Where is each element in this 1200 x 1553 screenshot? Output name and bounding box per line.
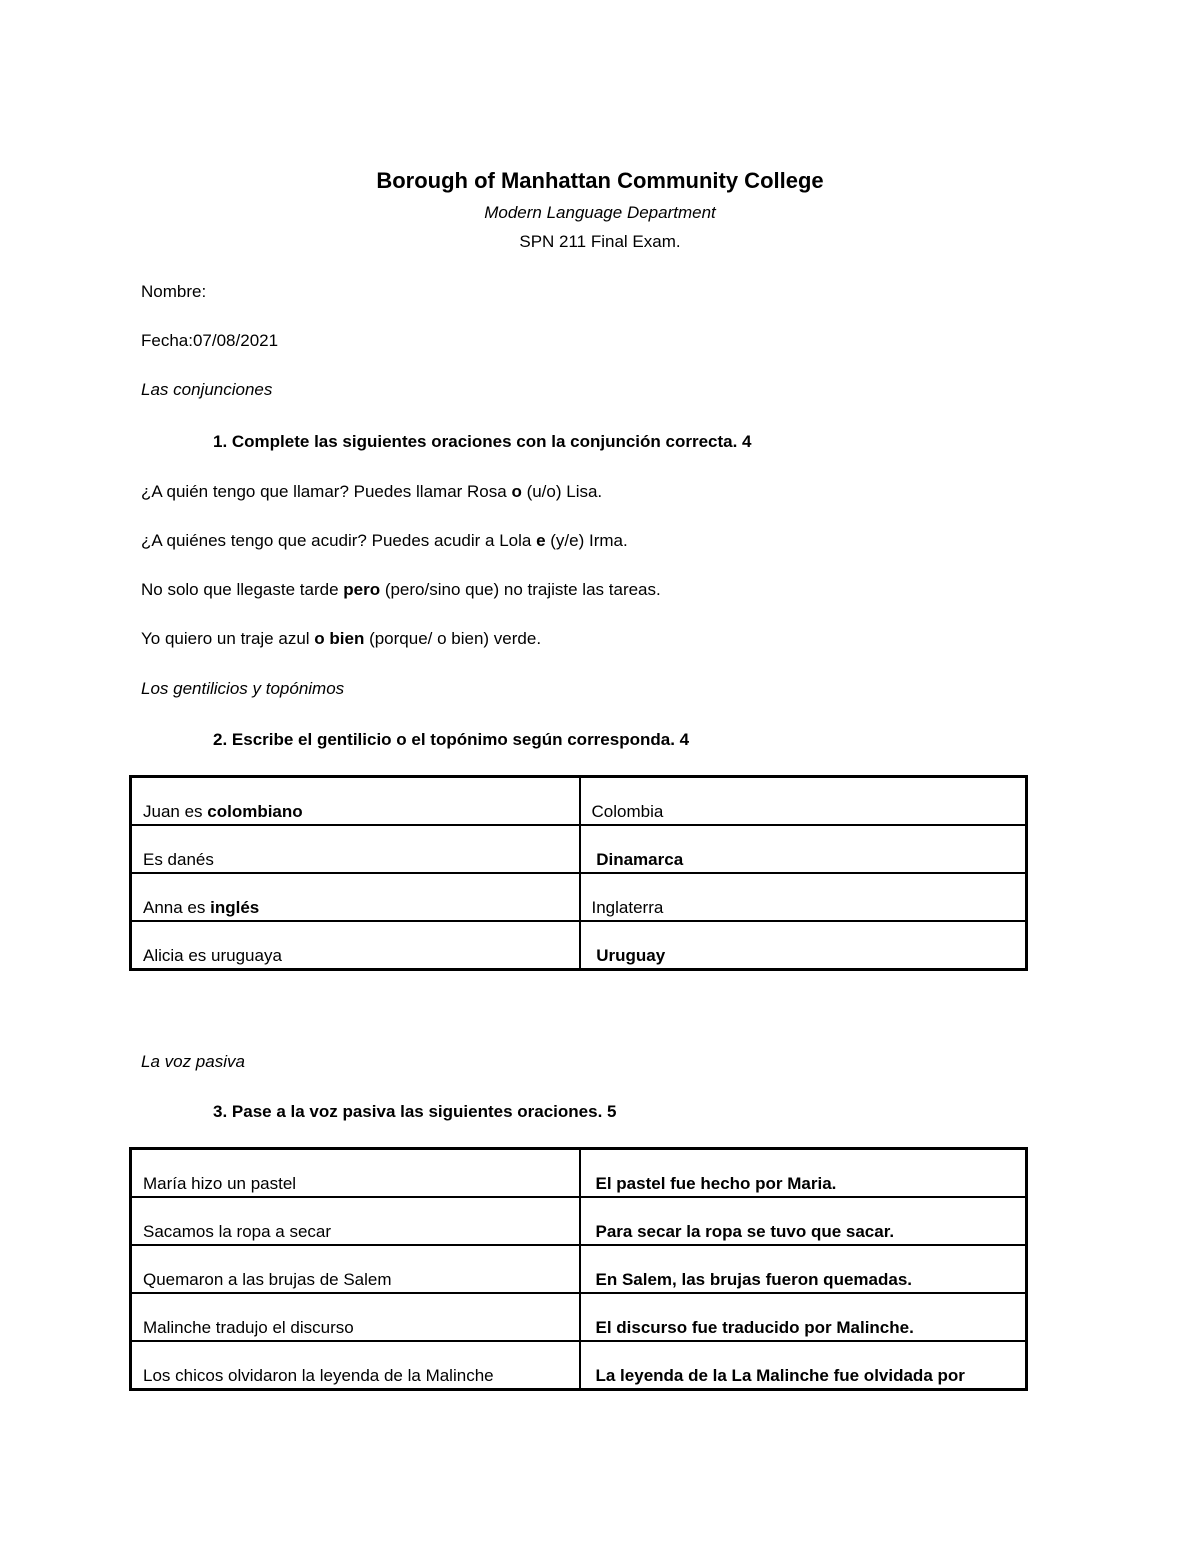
cell-text: Colombia xyxy=(591,802,664,821)
sentence-text: ¿A quiénes tengo que acudir? Puedes acudir a Lola xyxy=(141,531,537,550)
sentence-2 xyxy=(141,531,628,551)
gentilicios-table xyxy=(129,775,1028,971)
table-cell xyxy=(580,1245,1027,1293)
table-row xyxy=(131,1341,1027,1390)
sentence-text: (pero/sino que) no trajiste las tareas. xyxy=(380,580,661,599)
table-row xyxy=(131,873,1027,921)
department-subtitle: Modern Language Department xyxy=(484,203,716,222)
sentence-3 xyxy=(141,580,661,600)
section-heading-gentilicios: Los gentilicios y topónimos xyxy=(141,679,345,698)
table-cell xyxy=(580,1197,1027,1245)
cell-answer: La leyenda de la La Malinche fue olvidada por xyxy=(595,1366,965,1385)
table-cell xyxy=(580,825,1027,873)
cell-answer: Uruguay xyxy=(591,946,666,965)
table-cell xyxy=(131,825,580,873)
table-row xyxy=(131,1293,1027,1341)
sentence-answer: pero xyxy=(343,580,381,599)
table-cell xyxy=(131,1149,580,1198)
sentence-answer: e xyxy=(536,531,546,550)
sentence-answer: o xyxy=(511,482,522,501)
cell-text: Inglaterra xyxy=(591,898,664,917)
table-cell xyxy=(580,1341,1027,1390)
sentence-text: (u/o) Lisa. xyxy=(521,482,603,501)
table-row xyxy=(131,1197,1027,1245)
cell-text: Anna es xyxy=(143,898,211,917)
name-label: Nombre: xyxy=(141,282,207,301)
question-1: 1. Complete las siguientes oraciones con la conjunción correcta. 4 xyxy=(213,432,752,451)
cell-text: Juan es xyxy=(143,802,208,821)
cell-answer: En Salem, las brujas fueron quemadas. xyxy=(595,1270,912,1289)
table-cell xyxy=(580,1293,1027,1341)
cell-answer: inglés xyxy=(210,898,260,917)
table-row xyxy=(131,921,1027,970)
table-cell xyxy=(131,1197,580,1245)
question-2: 2. Escribe el gentilicio o el topónimo según corresponda. 4 xyxy=(213,730,690,749)
sentence-text: Yo quiero un traje azul xyxy=(141,629,315,648)
table-cell xyxy=(131,1245,580,1293)
table-row xyxy=(131,825,1027,873)
cell-text: Es danés xyxy=(143,850,214,869)
cell-answer: El discurso fue traducido por Malinche. xyxy=(595,1318,914,1337)
cell-text: Malinche tradujo el discurso xyxy=(143,1318,354,1337)
date-label: Fecha:07/08/2021 xyxy=(141,331,279,350)
cell-answer: El pastel fue hecho por Maria. xyxy=(595,1174,837,1193)
sentence-1 xyxy=(141,482,602,502)
course-title: SPN 211 Final Exam. xyxy=(519,232,681,251)
table-cell xyxy=(580,1149,1027,1198)
table-cell xyxy=(131,777,580,826)
cell-text: María hizo un pastel xyxy=(143,1174,297,1193)
cell-text: Los chicos olvidaron la leyenda de la Malinche xyxy=(143,1366,494,1385)
sentence-4 xyxy=(141,629,541,649)
sentence-text: ¿A quién tengo que llamar? Puedes llamar Rosa xyxy=(141,482,512,501)
cell-text: Sacamos la ropa a secar xyxy=(143,1222,332,1241)
table-cell xyxy=(580,777,1027,826)
table-cell xyxy=(580,873,1027,921)
table-row xyxy=(131,777,1027,826)
sentence-text: (y/e) Irma. xyxy=(545,531,628,550)
sentence-text: (porque/ o bien) verde. xyxy=(364,629,542,648)
cell-answer: Dinamarca xyxy=(591,850,684,869)
table-row xyxy=(131,1245,1027,1293)
cell-answer: Para secar la ropa se tuvo que sacar. xyxy=(595,1222,895,1241)
table-row xyxy=(131,1149,1027,1198)
cell-text: Quemaron a las brujas de Salem xyxy=(143,1270,392,1289)
table-cell xyxy=(131,921,580,970)
table-cell xyxy=(131,873,580,921)
question-3: 3. Pase a la voz pasiva las siguientes oraciones. 5 xyxy=(213,1102,617,1121)
table-cell xyxy=(580,921,1027,970)
table-cell xyxy=(131,1341,580,1390)
sentence-answer: o bien xyxy=(314,629,365,648)
section-heading-passive-voice: La voz pasiva xyxy=(141,1052,245,1071)
college-title: Borough of Manhattan Community College xyxy=(376,168,824,193)
sentence-text: No solo que llegaste tarde xyxy=(141,580,344,599)
passive-voice-table xyxy=(129,1147,1028,1391)
cell-text: Alicia es uruguaya xyxy=(143,946,282,965)
section-heading-conjunctions: Las conjunciones xyxy=(141,380,273,399)
table-cell xyxy=(131,1293,580,1341)
cell-answer: colombiano xyxy=(207,802,303,821)
